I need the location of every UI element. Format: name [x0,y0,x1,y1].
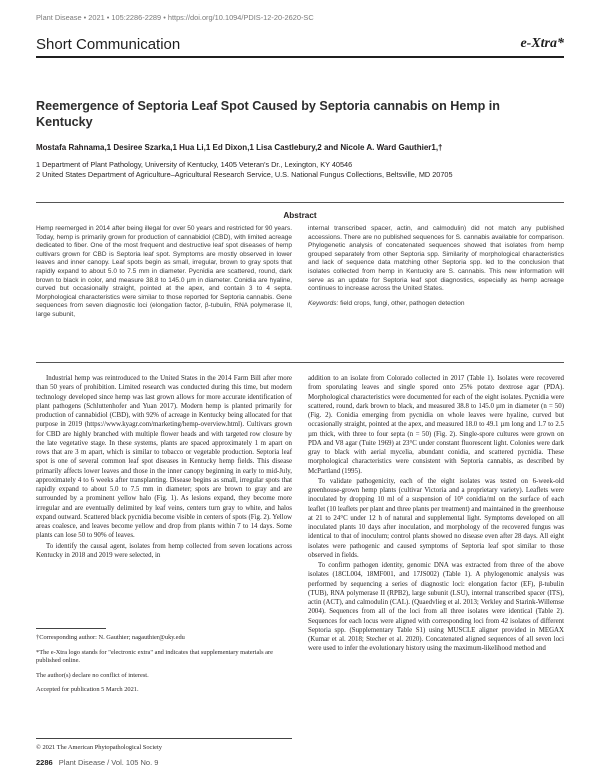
footnote-corresponding-author: †Corresponding author: N. Gauthier; nagauthier@uky.edu [36,634,185,641]
journal-volume: Plant Disease / Vol. 105 No. 9 [58,758,159,767]
body-column-right [308,374,564,655]
footnote-conflict: The author(s) declare no conflict of interest. [36,671,149,679]
abstract-text-right: internal transcribed spacer, actin, and calmodulin) did not match any published accessions. There are no published sequences for S. cannabis available for comparison. Phylogenetic analysis of concatenated sequences showed that isolates from hemp grouped separately from other Septoria spp. Similarity of morphological characteristics and lack of sequence data matching other Septoria spp. led to the conclusion that isolates collected from hemp in Kentucky are S. cannabis. This new information will serve as an update for Septoria leaf spot diagnostics, especially as hemp acreage continues to increase across the United States. [308,225,564,293]
abstract-column-right [308,225,564,308]
affiliation-1: 1 Department of Plant Pathology, University of Kentucky, 1405 Veteran's Dr., Lexington, KY 40546 [36,160,353,169]
e-xtra-logo: e-Xtra* [520,36,564,51]
affiliation-2: 2 United States Department of Agriculture–Agricultural Research Service, U.S. National Fungus Collections, Beltsville, MD 20705 [36,170,453,179]
footnote-accepted: Accepted for publication 5 March 2021. [36,686,139,693]
abstract-bottom-rule [36,362,564,363]
abstract-text-left: Hemp reemerged in 2014 after being illegal for over 50 years and restricted for 90 years. Today, hemp is primarily grown for production of cannabidiol (CBD), with limited acreage dedicated to fiber. One of the most frequent and destructive leaf spot diseases of hemp cultivars grown for CBD is Septoria leaf spot. Symptoms are mostly observed in lower leaves and inner canopy. Leaf spots begin as small, irregular, brown to gray spots that rapidly expand to about 5.0 to 7.5 mm in diameter. Pycnidia are scattered, round, dark brown to black in color, and measure 38.8 to 145.0 µm in diameter. Conidia are hyaline, curved but occasionally straight, pointed at the apex, and contain 3 to 4 septa. Morphological characteristics were similar to those reported for Septoria cannabis. Gene sequences from seven diagnostic loci (elongation factor, β-tubulin, RNA polymerase II, large subunit, [36,225,292,318]
abstract-heading: Abstract [283,211,317,220]
page-number: 2286 [36,758,53,767]
copyright-rule [36,738,292,739]
footnotes [36,634,292,701]
abstract-top-rule [36,202,564,203]
affiliations [36,160,566,180]
keywords-list: field crops, fungi, other, pathogen detection [340,299,465,307]
body-paragraph: To identify the causal agent, isolates from hemp collected from seven locations across Kentucky in 2018 and 2019 were selected, in [36,542,292,559]
footnote-rule [36,628,106,629]
article-title: Reemergence of Septoria Leaf Spot Caused by Septoria cannabis on Hemp in Kentucky [36,99,500,129]
page-footer [36,758,158,767]
body-column-left [36,374,292,561]
body-paragraph: Industrial hemp was reintroduced to the United States in the 2014 Farm Bill after more than 50 years of prohibition. Limited research was conducted during this time, but modern technology developed since hemp was last grown allows for more accurate identification of plant pathogens (Schluttenhofer and Yuan 2017). Modern hemp is planted primarily for production of cannabidiol (CBD), with 92% of acreage in Kentucky being allocated for that purpose in 2019 (https://www.kyagr.com/marketing/hemp-overview.html). Cultivars grown for CBD are highly branched with multiple flower heads and with targeted row closure by the late vegetative stage. In these systems, plants are spaced approximately 1 m apart on rows that are 3 m apart, which is similar to tobacco or vegetable production. Septoria leaf spot is one of several common leaf spot diseases in Kentucky hemp fields. This disease primarily affects lower leaves and those in the inner canopy beginning in early to mid-July, approximately 4 to 6 weeks after transplanting. Disease begins as small, irregular spots that rapidly expand to about 5.0 to 7.5 mm in diameter; spots are brown to gray and are surrounded by a prominent yellow halo (Fig. 1). As lesions expand, they become more irregular and are eventually delimited by leaf veins, centers turn gray to white, and halos expand outward. Scattered black pycnidia become visible in centers of spots (Fig. 2). Yellow areas coalesce, and leaves become yellow and drop from plants within 7 to 14 days. Some plants can lose 50 to 90% of leaves. [36,375,292,540]
keywords-label: Keywords: [308,299,339,307]
author-list: Mostafa Rahnama,1 Desiree Szarka,1 Hua Li,1 Ed Dixon,1 Lisa Castlebury,2 and Nicole A. Ward Gauthier1,† [36,143,443,152]
body-paragraph: addition to an isolate from Colorado collected in 2017 (Table 1). Isolates were recovered from sporulating leaves and single spored onto 25% potato dextrose agar (PDA). Morphological characteristics were documented for each of the eight isolates. Pycnidia were scattered, round, dark brown to black, and measured 38.8 to 145.0 µm in diameter (n = 50) (Fig. 2). Conidia emerging from pycnidia on whole leaves were hyaline, curved but occasionally straight, pointed at the apex, and measured 18.0 to 49.1 µm long and 1.7 to 2.5 µm thick, with three to four septa (n = 50) (Fig. 2). Single-spore cultures were grown on PDA and V8 agar (Tuite 1969) at 23°C under constant fluorescent light. Colonies were dark gray to black with aerial mycelia, abundant conidia, and scattered pycnidia. These morphological characteristics were consistent with Septoria cannabis, as described by McPartland (1995). [308,375,564,475]
body-paragraph: To validate pathogenicity, each of the eight isolates was tested on 6-week-old greenhouse-grown hemp plants (cultivar Victoria and a proprietary variety). Leaflets were inoculated by dropping 10 ml of a suspension of 10⁵ conidia/ml on the surface of each leaflet (10 leaflets per plant and three plants per treatment) and maintained in the greenhouse at 21 to 24°C under 12 h of natural and supplemental light. Symptoms developed on all inoculated plants 10 days after inoculation, and morphology of the recovered fungus was identical to that of inoculum; control plants showed no disease even after 28 days. All eight isolates were pathogenic and caused symptoms of Septoria leaf spot similar to those observed in fields. [308,477,564,559]
keywords [308,300,564,309]
journal-citation-line: Plant Disease • 2021 • 105:2286-2289 • https://doi.org/10.1094/PDIS-12-20-2620-SC [36,13,314,22]
footnote-extra: *The e-Xtra logo stands for "electronic extra" and indicates that supplementary materials are published online. [36,648,273,664]
copyright-notice: © 2021 The American Phytopathological Society [36,744,162,751]
section-title: Short Communication [36,36,181,53]
body-paragraph: To confirm pathogen identity, genomic DNA was extracted from three of the above isolates (18CL004, 18MF001, and 17JS002) (Table 1). A phylogenomic analysis was performed by sequencing a series of diagnostic loci: elongation factor (EF), β-tubulin (TUB), RNA polymerase II (RPB2), large subunit (LSU), internal transcribed spacer (ITS), actin (ACT), and calmodulin (CAL). (Quaedvlieg et al. 2013; Verkley and Starink-Willemse 2004). Sequences from all of the loci from all three isolates were identical (Table 2). Sequences for each locus were aligned with corresponding loci from 42 isolates of different Septoria spp. (Supplementary Table S1) using MUSCLE aligner provided in MEGAX (Kumar et al. 2018; Stecher et al. 2020). Concatenated aligned sequences of all seven loci were used to infer the evolutionary history using the maximum-likelihood method and [308,562,564,653]
header-rule [36,56,564,58]
